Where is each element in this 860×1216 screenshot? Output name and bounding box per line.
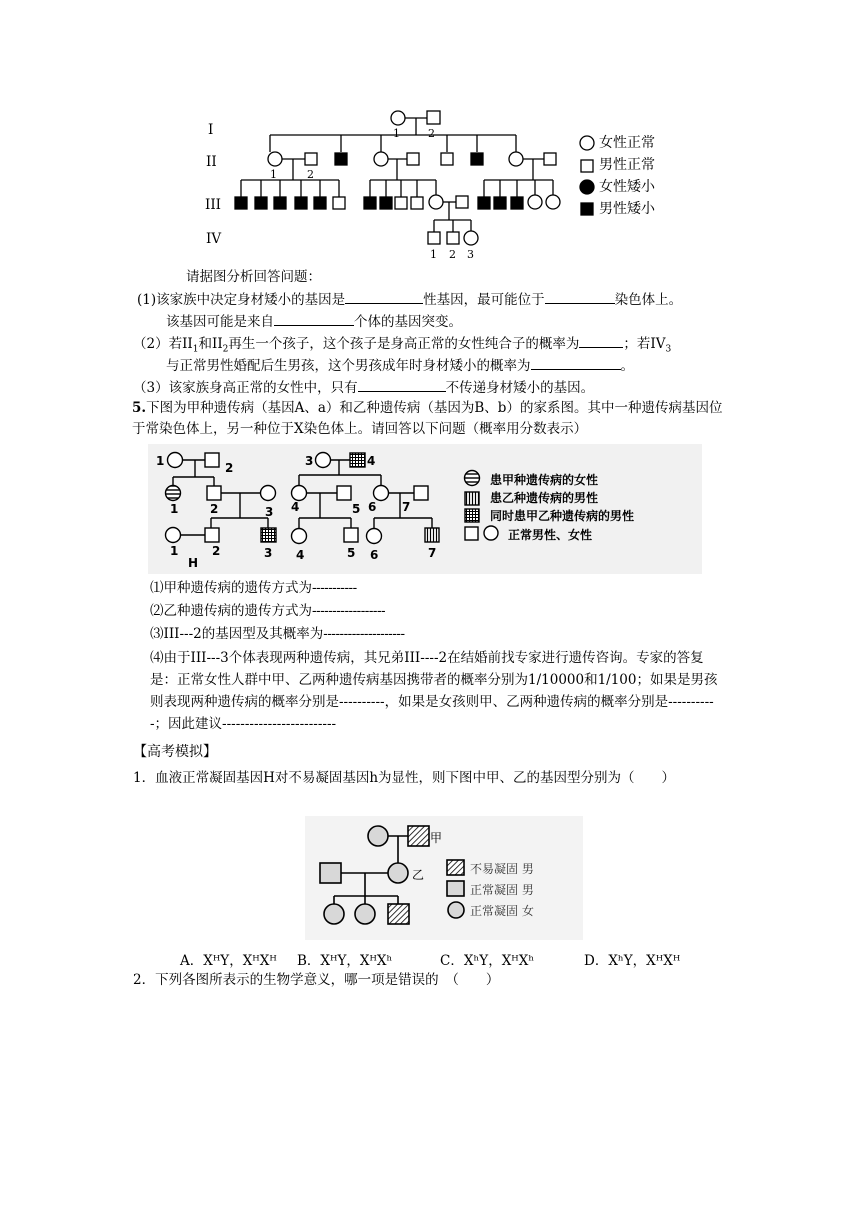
ped1-num-IV1: 1 — [430, 248, 437, 261]
q4-l3a: （2）若II — [133, 336, 193, 352]
exam-figure-legend-3: 正常凝固 女 — [470, 904, 534, 918]
q4-l3-sub3: 3 — [665, 344, 672, 355]
q5-text: 下图为甲种遗传病（基因A、a）和乙种遗传病（基因为B、b）的家系图。其中一种遗传病基因位于常染色体上，另一种位于X染色体上。请回答以下问题（概率用分数表示） — [132, 400, 723, 437]
ped2-legend-normal: 正常男性、女性 — [508, 528, 593, 542]
ped1-num-II1: 1 — [270, 168, 277, 181]
ped2-num-II4: 4 — [291, 500, 300, 514]
ped1-num-I1: 1 — [393, 127, 400, 140]
ped2-num-III2: 2 — [212, 544, 221, 558]
gen-label-III: III — [205, 197, 221, 213]
q4-l3d: ；若IV — [623, 336, 666, 352]
ped1-legend-normal-female: 女性正常 — [599, 135, 655, 151]
option-a[interactable]: A．XᴴY，XᴴXᴴ — [180, 953, 277, 969]
ped2-num-II2: 2 — [210, 502, 219, 516]
exam-q1: 1．血液正常凝固基因H对不易凝固基因h为显性，则下图中甲、乙的基因型分别为（ ） — [133, 770, 676, 786]
gen-label-II: II — [206, 154, 217, 170]
exam-figure-legend-1: 不易凝固 男 — [470, 862, 534, 876]
ped1-num-IV3: 3 — [467, 248, 474, 261]
q4-l5a: （3）该家族身高正常的女性中，只有 — [133, 380, 358, 396]
gen-label-I: I — [208, 122, 214, 138]
ped1-num-IV2: 2 — [449, 248, 456, 261]
q4-l5b: 不传递身材矮小的基因。 — [445, 380, 595, 396]
ped2-num-III5: 5 — [347, 546, 356, 560]
q4-l3-sub1: 1 — [192, 344, 199, 355]
answer-blank[interactable]: ------------------ — [312, 603, 386, 619]
ped2-legend-b: 患乙种遗传病的男性 — [490, 491, 599, 505]
exam-q2: 2．下列各图所表示的生物学意义，哪一项是错误的 （ ） — [133, 972, 500, 988]
q4-l3c: 再生一个孩子，这个孩子是身高正常的女性纯合子的概率为 — [228, 336, 580, 352]
ped1-num-II2: 2 — [307, 168, 314, 181]
q5-s1: ⑴甲种遗传病的遗传方式为 — [150, 580, 312, 596]
ped2-num-I1: 1 — [156, 454, 165, 468]
option-c[interactable]: C．XʰY，XᴴXʰ — [440, 953, 535, 969]
q5-s3: ⑶III---2的基因型及其概率为 — [150, 626, 324, 642]
ped1-legend-short-male: 男性矮小 — [599, 201, 655, 217]
ped1-num-I2: 2 — [428, 127, 435, 140]
ped2-num-III3: 3 — [264, 546, 273, 560]
ped2-num-III4: 4 — [296, 548, 305, 562]
ped2-num-I4: 4 — [367, 454, 376, 468]
option-b[interactable]: B．XᴴY，XᴴXʰ — [297, 953, 393, 969]
ped1-legend-short-female: 女性矮小 — [599, 179, 655, 195]
q4-l2a: 该基因可能是来自 — [166, 314, 274, 330]
ped2-num-II1: 1 — [170, 502, 179, 516]
ped2-num-III1: 1 — [170, 544, 179, 558]
q4-l1c: 染色体上。 — [614, 292, 683, 308]
exam-figure-label-jia: 甲 — [430, 831, 443, 845]
q4-l3b: 和II — [198, 336, 223, 352]
q5-number: 5. — [132, 400, 147, 416]
ped2-num-II5: 5 — [352, 502, 361, 516]
ped2-legend-a: 患甲种遗传病的女性 — [490, 473, 599, 487]
q4-l3-sub2: 2 — [222, 344, 229, 355]
ped2-num-II7: 7 — [402, 500, 411, 514]
q4-l1b: 性基因，最可能位于 — [423, 292, 545, 308]
answer-blank[interactable]: -------------------- — [323, 626, 405, 642]
ped2-num-III6: 6 — [370, 548, 379, 562]
ped2-num-II6: 6 — [368, 500, 377, 514]
ped2-legend-ab: 同时患甲乙种遗传病的男性 — [490, 509, 635, 523]
q5-s2: ⑵乙种遗传病的遗传方式为 — [150, 603, 312, 619]
ped2-num-I3: 3 — [305, 454, 314, 468]
ped2-num-I2: 2 — [225, 461, 234, 475]
option-d[interactable]: D．XʰY，XᴴXᴴ — [584, 953, 681, 969]
ped2-num-II3: 3 — [265, 505, 274, 519]
q5-part-4: ⑷由于III---3个体表现两种遗传病，其兄弟III----2在结婚前找专家进行遗传咨询。专家的答复是：正常女性人群中甲、乙两种遗传病基因携带者的概率分别为1/10000和1/100；如果是男孩则表现两种遗传病的概率分别是----------，如果是女孩则甲、乙两种遗传病的概率分别是-----------；因此建议------------------------- — [150, 650, 718, 732]
gen-label-IV: IV — [206, 231, 222, 247]
answer-blank[interactable]: ----------- — [312, 580, 357, 596]
q4-l4b: 。 — [620, 358, 634, 374]
section-title: 【高考模拟】 — [133, 744, 217, 760]
q4-l2b: 个体的基因突变。 — [354, 314, 462, 330]
exam-figure-legend-2: 正常凝固 男 — [470, 883, 534, 897]
ped1-legend-normal-male: 男性正常 — [599, 157, 655, 173]
ped2-label-H: H — [188, 556, 199, 570]
q4-intro: 请据图分析回答问题： — [186, 269, 321, 285]
exam-figure-label-yi: 乙 — [412, 868, 425, 882]
q4-l4a: 与正常男性婚配后生男孩，这个男孩成年时身材矮小的概率为 — [166, 358, 531, 374]
ped2-num-III7: 7 — [428, 546, 437, 560]
q4-l1a: (1)该家族中决定身材矮小的基因是 — [137, 292, 346, 308]
